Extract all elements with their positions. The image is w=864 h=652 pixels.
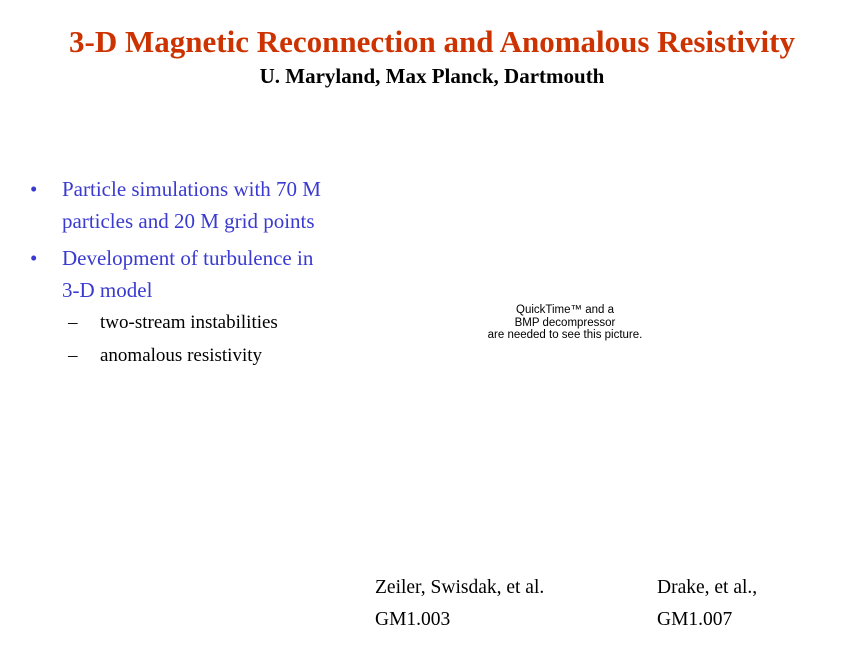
placeholder-line: are needed to see this picture. <box>487 329 643 341</box>
reference-authors: Drake, et al., <box>657 577 758 598</box>
reference-code: GM1.003 <box>375 609 451 630</box>
sub-bullet-text: two-stream instabilities <box>100 312 278 333</box>
sub-bullet-marker: – <box>68 312 78 333</box>
bullet-list <box>28 174 328 375</box>
bullet-marker: • <box>30 246 38 270</box>
placeholder-line: BMP decompressor <box>514 316 616 329</box>
sub-bullet-marker: – <box>68 345 78 366</box>
bullet-text: Development of turbulence in 3-D model <box>62 246 314 302</box>
bullet-text: Particle simulations with 70 M particles and 20 M grid points <box>62 177 321 233</box>
quicktime-image-placeholder <box>470 304 660 342</box>
bullet-marker: • <box>30 177 38 201</box>
placeholder-line: QuickTime™ and a <box>516 304 614 316</box>
sub-bullet-anomalous <box>60 342 328 369</box>
reference-code: GM1.007 <box>657 609 733 630</box>
bullet-item-turbulence <box>28 243 328 369</box>
reference-zeiler <box>375 572 544 636</box>
sub-bullet-list <box>62 309 328 369</box>
slide-subtitle: U. Maryland, Max Planck, Dartmouth <box>259 64 605 88</box>
sub-bullet-two-stream <box>60 309 328 336</box>
bullet-item-simulations <box>28 174 328 237</box>
sub-bullet-text: anomalous resistivity <box>100 345 263 366</box>
reference-drake <box>657 572 757 636</box>
reference-authors: Zeiler, Swisdak, et al. <box>375 577 545 598</box>
slide-title: 3-D Magnetic Reconnection and Anomalous Resistivity <box>69 24 795 59</box>
